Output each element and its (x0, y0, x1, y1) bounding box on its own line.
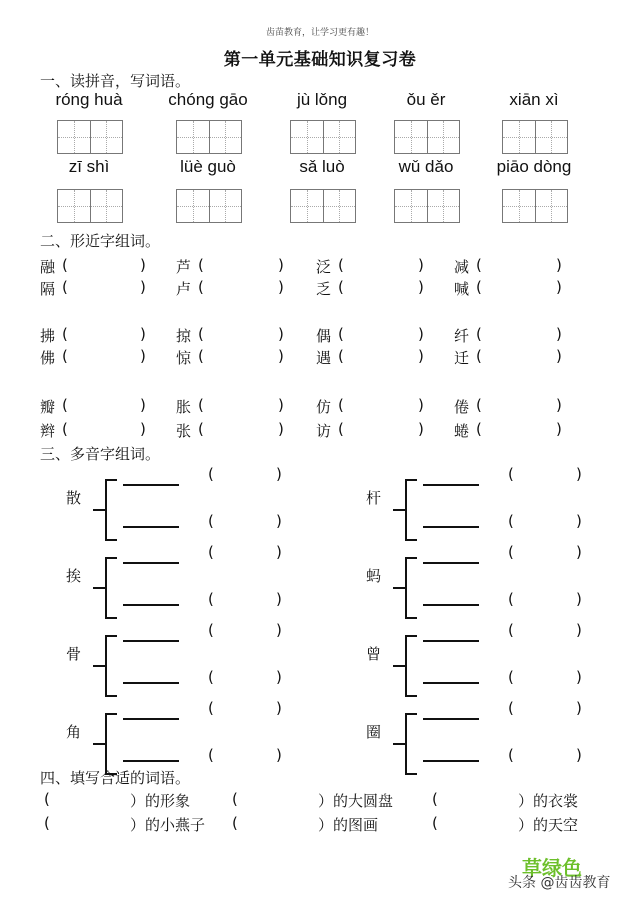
answer-close-paren: ) (140, 420, 146, 438)
grid-cell[interactable] (503, 190, 536, 222)
similar-char: 掠 (176, 327, 192, 345)
answer-close-paren: ) (418, 396, 424, 414)
answer-close-paren: ) (418, 256, 424, 274)
pinyin-label: chóng gāo (168, 90, 248, 109)
similar-char: 喊 (454, 280, 470, 298)
answer-close-paren: ) (276, 746, 282, 764)
answer-open-paren[interactable]: ( (232, 814, 238, 832)
answer-open-paren[interactable]: ( (476, 420, 482, 438)
answer-open-paren[interactable]: ( (476, 347, 482, 365)
pinyin-blank-line[interactable] (423, 484, 479, 486)
brace-icon (405, 713, 417, 775)
answer-close-paren: ) (556, 325, 562, 343)
phrase-suffix: ）的图画 (318, 816, 379, 834)
page-title: 第一单元基础知识复习卷 (223, 50, 417, 70)
answer-open-paren[interactable]: ( (508, 590, 514, 608)
answer-open-paren[interactable]: ( (62, 347, 68, 365)
grid-cell[interactable] (428, 190, 460, 222)
answer-open-paren[interactable]: ( (208, 465, 214, 483)
writing-grid[interactable] (394, 189, 460, 223)
answer-open-paren[interactable]: ( (62, 278, 68, 296)
answer-open-paren[interactable]: ( (198, 256, 204, 274)
pinyin-label: ǒu ěr (406, 90, 446, 109)
grid-cell[interactable] (428, 121, 460, 153)
similar-char: 胀 (176, 398, 192, 416)
brace-icon (105, 557, 117, 619)
grid-cell[interactable] (177, 190, 210, 222)
similar-char: 瓣 (40, 398, 56, 416)
answer-close-paren: ) (418, 325, 424, 343)
answer-open-paren[interactable]: ( (198, 347, 204, 365)
answer-open-paren[interactable]: ( (198, 325, 204, 343)
pinyin-blank-line[interactable] (423, 526, 479, 528)
answer-close-paren: ) (556, 420, 562, 438)
similar-char: 偶 (316, 327, 332, 345)
answer-open-paren[interactable]: ( (44, 814, 50, 832)
grid-cell[interactable] (536, 121, 568, 153)
pinyin-blank-line[interactable] (123, 718, 179, 720)
pinyin-label: zī shì (68, 157, 110, 176)
answer-close-paren: ) (556, 278, 562, 296)
answer-close-paren: ) (576, 543, 582, 561)
answer-open-paren[interactable]: ( (476, 278, 482, 296)
pinyin-blank-line[interactable] (423, 640, 479, 642)
grid-cell[interactable] (291, 190, 324, 222)
answer-open-paren[interactable]: ( (338, 347, 344, 365)
answer-close-paren: ) (276, 512, 282, 530)
watermark-green-text: 草绿色 (522, 856, 582, 880)
pinyin-blank-line[interactable] (123, 640, 179, 642)
answer-open-paren[interactable]: ( (508, 465, 514, 483)
answer-open-paren[interactable]: ( (198, 420, 204, 438)
answer-close-paren: ) (276, 465, 282, 483)
answer-close-paren: ) (276, 668, 282, 686)
answer-open-paren[interactable]: ( (208, 746, 214, 764)
polyphone-char: 杆 (366, 489, 382, 507)
answer-close-paren: ) (576, 699, 582, 717)
grid-cell[interactable] (210, 190, 242, 222)
writing-grid[interactable] (57, 120, 123, 154)
pinyin-blank-line[interactable] (123, 562, 179, 564)
answer-open-paren[interactable]: ( (208, 512, 214, 530)
answer-open-paren[interactable]: ( (208, 590, 214, 608)
pinyin-blank-line[interactable] (423, 718, 479, 720)
similar-char: 遇 (316, 349, 332, 367)
pinyin-blank-line[interactable] (123, 760, 179, 762)
answer-close-paren: ) (278, 278, 284, 296)
answer-close-paren: ) (278, 256, 284, 274)
polyphone-char: 散 (66, 489, 82, 507)
answer-close-paren: ) (418, 347, 424, 365)
similar-char: 纤 (454, 327, 470, 345)
writing-grid[interactable] (502, 120, 568, 154)
phrase-suffix: ）的天空 (518, 816, 579, 834)
answer-close-paren: ) (556, 256, 562, 274)
answer-close-paren: ) (276, 621, 282, 639)
grid-cell[interactable] (324, 121, 356, 153)
phrase-suffix: ）的大圆盘 (318, 792, 394, 810)
answer-close-paren: ) (278, 420, 284, 438)
grid-cell[interactable] (91, 190, 123, 222)
pinyin-label: jù lǒng (296, 90, 348, 109)
polyphone-char: 圈 (366, 723, 382, 741)
similar-char: 访 (316, 422, 332, 440)
pinyin-label: wǔ dǎo (398, 157, 454, 176)
answer-close-paren: ) (276, 699, 282, 717)
pinyin-label: xiān xì (509, 90, 559, 109)
answer-open-paren[interactable]: ( (198, 396, 204, 414)
answer-open-paren[interactable]: ( (338, 325, 344, 343)
writing-grid[interactable] (290, 120, 356, 154)
watermark-source: 头条 @齿齿教育 (508, 875, 611, 891)
grid-cell[interactable] (177, 121, 210, 153)
answer-open-paren[interactable]: ( (198, 278, 204, 296)
pinyin-label: sǎ luò (299, 157, 345, 176)
phrase-suffix: ）的衣裳 (518, 792, 579, 810)
answer-open-paren[interactable]: ( (338, 278, 344, 296)
answer-open-paren[interactable]: ( (62, 256, 68, 274)
pinyin-blank-line[interactable] (123, 682, 179, 684)
answer-open-paren[interactable]: ( (338, 256, 344, 274)
section1-heading: 一、读拼音，写词语。 (40, 72, 191, 90)
answer-close-paren: ) (418, 420, 424, 438)
answer-close-paren: ) (278, 325, 284, 343)
similar-char: 迁 (454, 349, 470, 367)
answer-close-paren: ) (576, 621, 582, 639)
similar-char: 仿 (316, 398, 332, 416)
answer-open-paren[interactable]: ( (208, 699, 214, 717)
brace-icon (105, 713, 117, 775)
polyphone-char: 骨 (66, 645, 82, 663)
grid-cell[interactable] (58, 121, 91, 153)
answer-close-paren: ) (576, 668, 582, 686)
grid-cell[interactable] (91, 121, 123, 153)
answer-open-paren[interactable]: ( (44, 790, 50, 808)
brace-icon (405, 557, 417, 619)
similar-char: 芦 (176, 258, 192, 276)
brace-icon (405, 635, 417, 697)
writing-grid[interactable] (394, 120, 460, 154)
answer-open-paren[interactable]: ( (432, 790, 438, 808)
answer-close-paren: ) (576, 746, 582, 764)
answer-close-paren: ) (576, 465, 582, 483)
similar-char: 隔 (40, 280, 56, 298)
grid-cell[interactable] (324, 190, 356, 222)
answer-open-paren[interactable]: ( (508, 543, 514, 561)
pinyin-blank-line[interactable] (123, 484, 179, 486)
answer-close-paren: ) (140, 325, 146, 343)
answer-open-paren[interactable]: ( (62, 325, 68, 343)
grid-cell[interactable] (536, 190, 568, 222)
answer-open-paren[interactable]: ( (508, 699, 514, 717)
similar-char: 惊 (176, 349, 192, 367)
answer-open-paren[interactable]: ( (476, 396, 482, 414)
brace-icon (405, 479, 417, 541)
answer-close-paren: ) (140, 347, 146, 365)
answer-open-paren[interactable]: ( (432, 814, 438, 832)
polyphone-char: 角 (66, 723, 82, 741)
header-slogan: 齿苗教育，让学习更有趣！ (265, 28, 374, 38)
grid-cell[interactable] (58, 190, 91, 222)
similar-char: 蜷 (454, 422, 470, 440)
similar-char: 佛 (40, 349, 56, 367)
pinyin-blank-line[interactable] (423, 682, 479, 684)
answer-close-paren: ) (278, 347, 284, 365)
grid-cell[interactable] (291, 121, 324, 153)
polyphone-char: 曾 (366, 645, 382, 663)
answer-open-paren[interactable]: ( (208, 668, 214, 686)
phrase-suffix: ）的小燕子 (130, 816, 206, 834)
section4-heading: 四、填写合适的词语。 (40, 769, 191, 787)
similar-char: 泛 (316, 258, 332, 276)
answer-open-paren[interactable]: ( (508, 621, 514, 639)
answer-open-paren[interactable]: ( (508, 746, 514, 764)
similar-char: 卢 (176, 280, 192, 298)
answer-close-paren: ) (418, 278, 424, 296)
answer-close-paren: ) (556, 396, 562, 414)
answer-close-paren: ) (576, 512, 582, 530)
answer-close-paren: ) (276, 543, 282, 561)
answer-open-paren[interactable]: ( (232, 790, 238, 808)
answer-open-paren[interactable]: ( (338, 396, 344, 414)
answer-open-paren[interactable]: ( (62, 420, 68, 438)
answer-open-paren[interactable]: ( (208, 621, 214, 639)
grid-cell[interactable] (395, 121, 428, 153)
answer-close-paren: ) (140, 256, 146, 274)
pinyin-blank-line[interactable] (423, 760, 479, 762)
pinyin-blank-line[interactable] (423, 604, 479, 606)
similar-char: 倦 (454, 398, 470, 416)
pinyin-label: piāo dòng (496, 157, 572, 176)
pinyin-blank-line[interactable] (123, 604, 179, 606)
similar-char: 融 (40, 258, 56, 276)
similar-char: 张 (176, 422, 192, 440)
brace-icon (105, 635, 117, 697)
similar-char: 减 (454, 258, 470, 276)
grid-cell[interactable] (210, 121, 242, 153)
answer-close-paren: ) (140, 278, 146, 296)
pinyin-label: lüè guò (180, 157, 236, 176)
grid-cell[interactable] (395, 190, 428, 222)
pinyin-blank-line[interactable] (123, 526, 179, 528)
answer-open-paren[interactable]: ( (476, 325, 482, 343)
pinyin-blank-line[interactable] (423, 562, 479, 564)
writing-grid[interactable] (176, 120, 242, 154)
similar-char: 乏 (316, 280, 332, 298)
answer-close-paren: ) (556, 347, 562, 365)
writing-grid[interactable] (502, 189, 568, 223)
answer-close-paren: ) (278, 396, 284, 414)
polyphone-char: 挨 (66, 567, 82, 585)
similar-char: 辫 (40, 422, 56, 440)
phrase-suffix: ）的形象 (130, 792, 191, 810)
grid-cell[interactable] (503, 121, 536, 153)
similar-char: 拂 (40, 327, 56, 345)
answer-open-paren[interactable]: ( (508, 512, 514, 530)
answer-close-paren: ) (576, 590, 582, 608)
answer-close-paren: ) (276, 590, 282, 608)
section2-heading: 二、形近字组词。 (40, 232, 161, 250)
writing-grid[interactable] (176, 189, 242, 223)
brace-icon (105, 479, 117, 541)
answer-close-paren: ) (140, 396, 146, 414)
polyphone-char: 蚂 (366, 567, 382, 585)
writing-grid[interactable] (290, 189, 356, 223)
answer-open-paren[interactable]: ( (476, 256, 482, 274)
answer-open-paren[interactable]: ( (208, 543, 214, 561)
writing-grid[interactable] (57, 189, 123, 223)
section3-heading: 三、多音字组词。 (40, 445, 161, 463)
pinyin-label: róng huà (55, 90, 123, 109)
answer-open-paren[interactable]: ( (338, 420, 344, 438)
answer-open-paren[interactable]: ( (62, 396, 68, 414)
answer-open-paren[interactable]: ( (508, 668, 514, 686)
